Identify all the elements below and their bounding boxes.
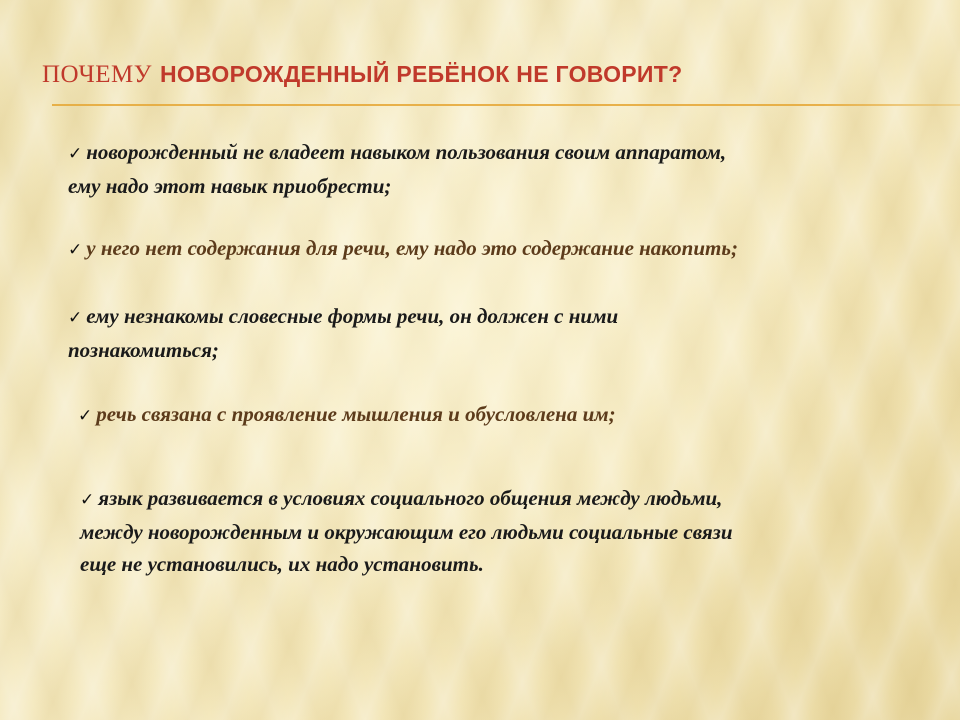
checkmark-icon: ✓ [78,406,93,426]
title-prefix: ПОЧЕМУ [42,61,152,88]
title-highlight: НОВОРОЖДЕННЫЙ РЕБЁНОК НЕ ГОВОРИТ? [159,61,683,87]
bullet-item [68,136,928,202]
checkmark-icon: ✓ [68,308,83,328]
bullet-text-line: еще не установились, их надо установить. [80,552,484,576]
bullet-item [68,232,948,266]
bullet-text-line: ему незнакомы словесные формы речи, он должен с ними [86,304,619,328]
bullet-item [68,300,928,366]
bullet-text-line: новорожденный не владеет навыком пользования своим аппаратом, [86,140,727,164]
title-divider [52,104,960,106]
bullet-item [78,398,938,432]
bullet-text-line: между новорожденным и окружающим его людьми социальные связи [80,520,733,544]
bullet-text-line: ему надо этот навык приобрести; [68,174,392,198]
checkmark-icon: ✓ [68,240,83,260]
bullet-item [80,482,940,580]
bullet-text-line: язык развивается в условиях социального общения между людьми, [98,486,723,510]
bullet-text-line: познакомиться; [68,338,219,362]
checkmark-icon: ✓ [68,144,83,164]
bullet-text-line: речь связана с проявление мышления и обусловлена им; [96,402,616,426]
checkmark-icon: ✓ [80,490,95,510]
slide-title [42,56,682,90]
bullet-text-line: у него нет содержания для речи, ему надо это содержание накопить; [86,236,738,260]
